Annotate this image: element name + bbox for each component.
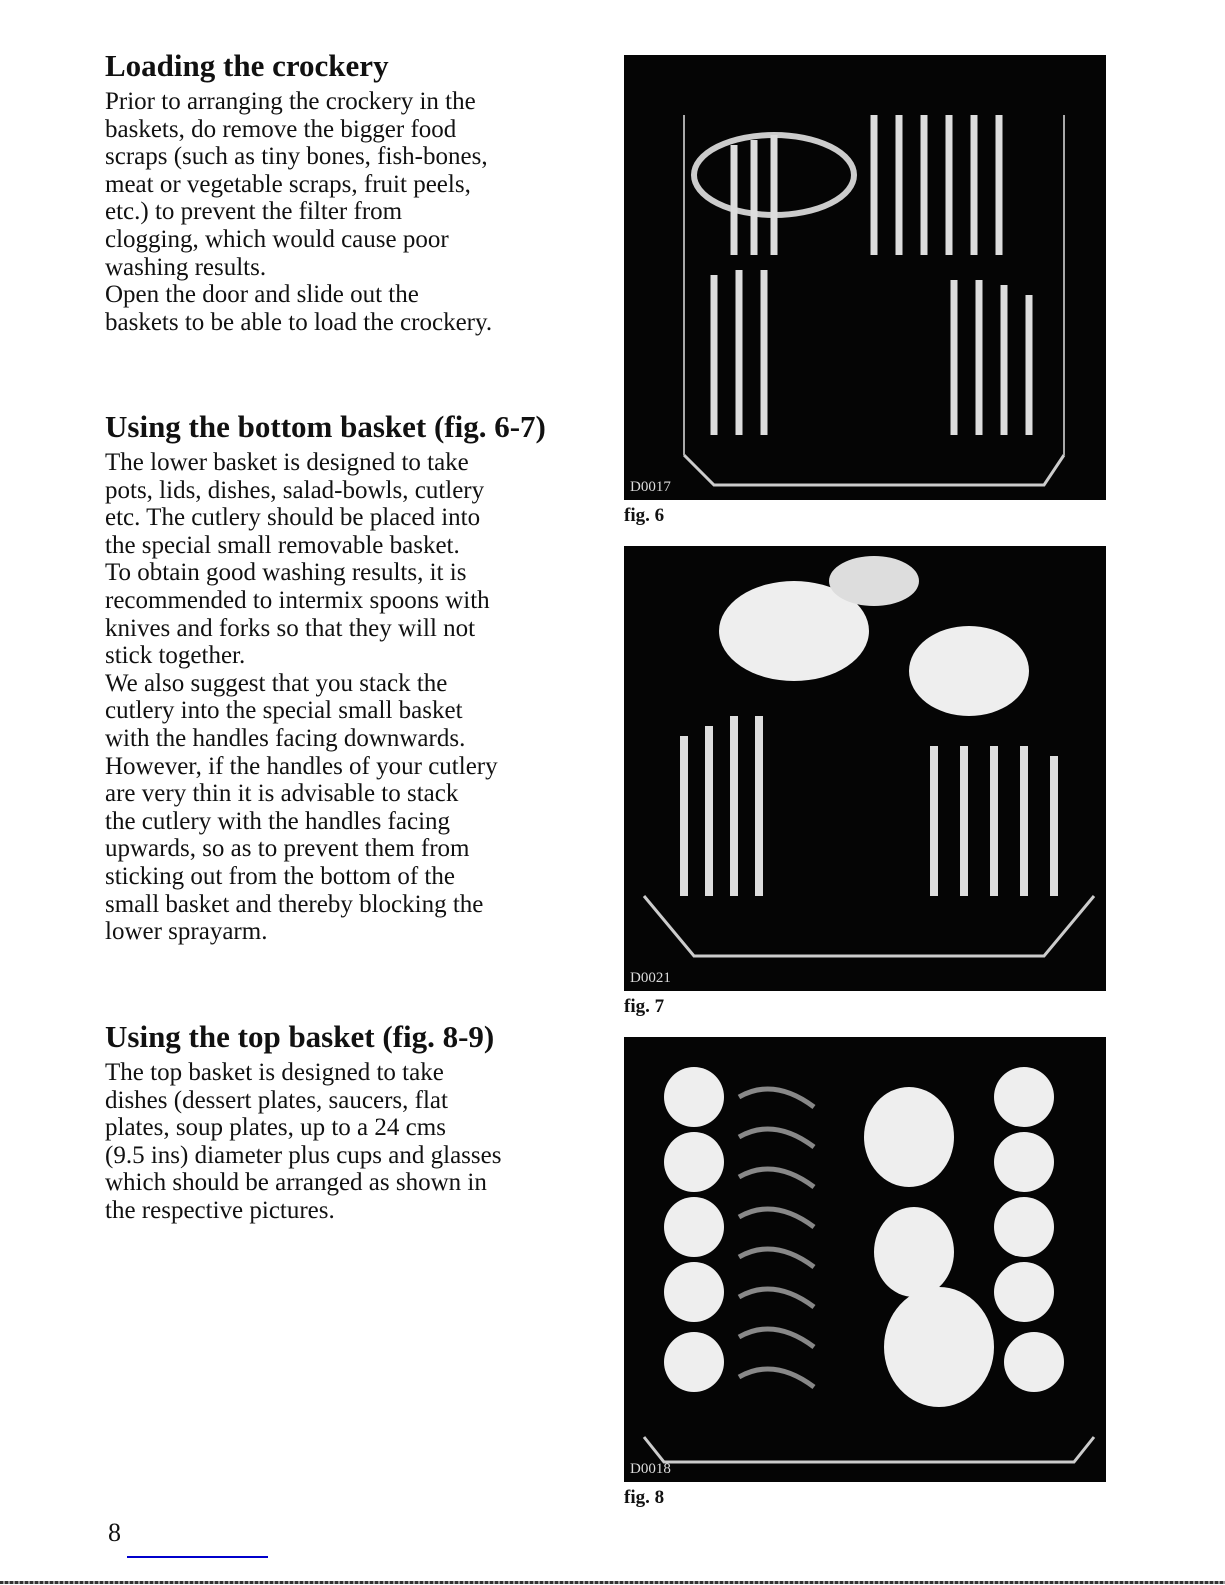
body-text-line: the respective pictures. [105, 1196, 335, 1224]
figure-code: D0018 [630, 1461, 671, 1477]
body-text-line: clogging, which would cause poor [105, 225, 449, 253]
lower-basket-image [624, 546, 1106, 991]
bottom-rule [0, 1581, 1225, 1584]
link-underline [127, 1556, 268, 1558]
figure-7-caption: fig. 7 [624, 996, 665, 1017]
figure-7-photo [624, 546, 1106, 991]
body-text-line: dishes (dessert plates, saucers, flat [105, 1086, 448, 1114]
dish-rack-plates-image [624, 55, 1106, 500]
section-top-basket [105, 1019, 605, 1225]
body-text-line: Open the door and slide out the [105, 281, 419, 309]
figure-6-photo [624, 55, 1106, 500]
body-text-line: lower sprayarm. [105, 918, 268, 946]
body-text-line: sticking out from the bottom of the [105, 862, 455, 890]
body-text-line: We also suggest that you stack the [105, 669, 448, 697]
body-text-line: (9.5 ins) diameter plus cups and glasses [105, 1141, 502, 1169]
body-text-line: The top basket is designed to take [105, 1059, 444, 1086]
body-text-line: washing results. [105, 253, 267, 281]
figure-8-photo [624, 1037, 1106, 1482]
figure-code: D0017 [630, 479, 671, 495]
body-text-line: pots, lids, dishes, salad-bowls, cutlery [105, 476, 485, 504]
body-text-line: baskets, do remove the bigger food [105, 115, 457, 143]
body-text-line: meat or vegetable scraps, fruit peels, [105, 170, 471, 198]
section-loading-crockery [105, 48, 605, 336]
figure-6-caption: fig. 6 [624, 505, 665, 526]
body-text-line: However, if the handles of your cutlery [105, 752, 498, 780]
section-heading: Loading the crockery [105, 48, 389, 83]
body-text-line: upwards, so as to prevent them from [105, 835, 470, 863]
body-text-line: etc.) to prevent the filter from [105, 198, 403, 226]
body-text-line: the cutlery with the handles facing [105, 807, 451, 835]
body-text-line: baskets to be able to load the crockery. [105, 308, 493, 336]
page-number: 8 [108, 1518, 121, 1547]
body-text-line: recommended to intermix spoons with [105, 586, 490, 614]
body-text-line: To obtain good washing results, it is [105, 559, 467, 587]
body-text-line: which should be arranged as shown in [105, 1169, 487, 1197]
body-text-line: Prior to arranging the crockery in the [105, 88, 476, 115]
body-text-line: plates, soup plates, up to a 24 cms [105, 1114, 446, 1142]
section-heading: Using the top basket (fig. 8-9) [105, 1019, 495, 1054]
figure-8-caption: fig. 8 [624, 1487, 665, 1508]
body-text-line: The lower basket is designed to take [105, 449, 469, 476]
body-text-line: with the handles facing downwards. [105, 724, 466, 752]
body-text-line: small basket and thereby blocking the [105, 890, 484, 918]
body-text-line: stick together. [105, 642, 246, 670]
section-bottom-basket [105, 409, 605, 946]
body-text-line: are very thin it is advisable to stack [105, 780, 459, 808]
section-heading: Using the bottom basket (fig. 6-7) [105, 409, 546, 444]
top-basket-image [624, 1037, 1106, 1482]
body-text-line: etc. The cutlery should be placed into [105, 504, 481, 532]
body-text-line: scraps (such as tiny bones, fish-bones, [105, 143, 488, 171]
body-text-line: knives and forks so that they will not [105, 614, 476, 642]
body-text-line: cutlery into the special small basket [105, 697, 463, 725]
body-text-line: the special small removable basket. [105, 531, 460, 559]
figure-code: D0021 [630, 970, 671, 986]
